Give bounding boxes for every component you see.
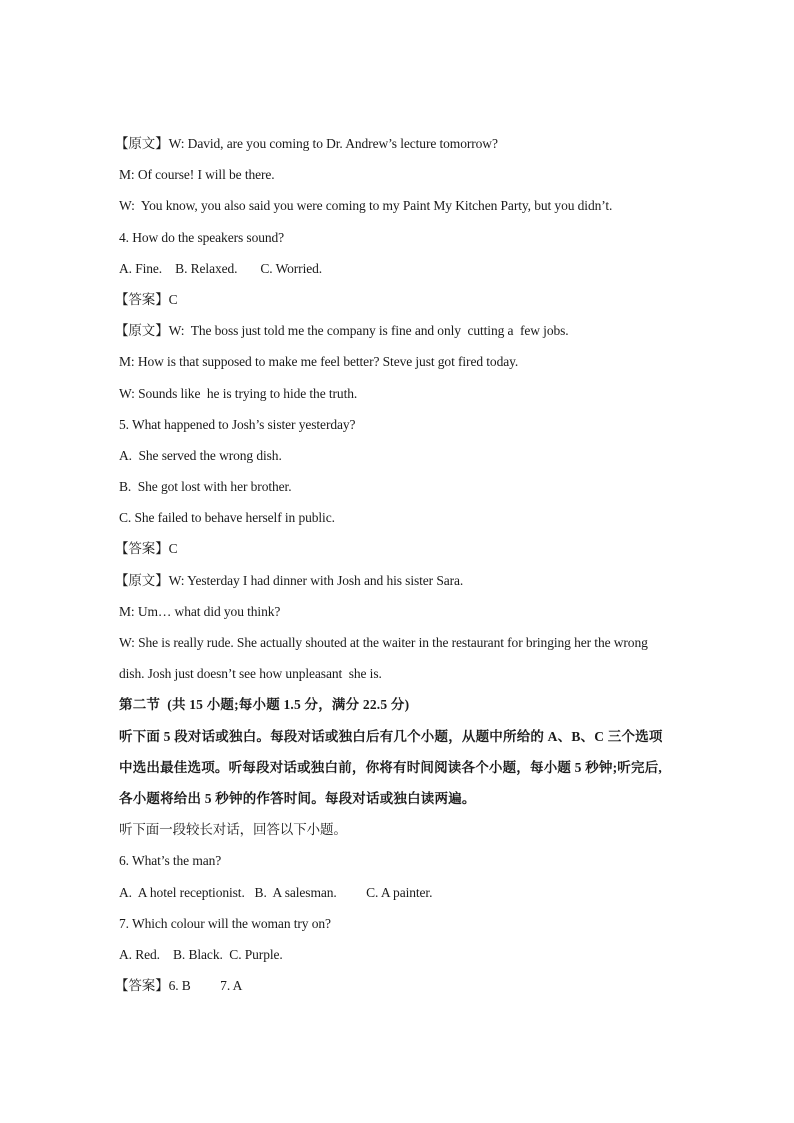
answer-key: 【答案】C bbox=[115, 541, 178, 557]
answer-option: C. She failed to behave herself in public. bbox=[119, 510, 335, 526]
answer-key: 【答案】C bbox=[115, 291, 178, 307]
section-instructions: 中选出最佳选项。听每段对话或独白前，你将有时间阅读各个小题，每小题 5 秒钟;听完后, bbox=[119, 759, 662, 775]
answer-options: A. Red. B. Black. C. Purple. bbox=[119, 946, 283, 962]
transcript-line: 【原文】W: The boss just told me the company is fine and only cutting a few jobs. bbox=[115, 323, 569, 339]
transcript-line: W: Sounds like he is trying to hide the truth. bbox=[119, 385, 358, 401]
question-stem: 6. What’s the man? bbox=[119, 853, 222, 869]
question-stem: 5. What happened to Josh’s sister yesterday? bbox=[119, 416, 356, 432]
answer-options: A. A hotel receptionist. B. A salesman. C. A painter. bbox=[119, 884, 433, 900]
transcript-line: 【原文】W: Yesterday I had dinner with Josh and his sister Sara. bbox=[115, 572, 464, 588]
section-instructions: 听下面 5 段对话或独白。每段对话或独白后有几个小题，从题中所给的 A、B、C 三个选项 bbox=[119, 728, 663, 744]
transcript-line: dish. Josh just doesn’t see how unpleasant she is. bbox=[119, 666, 382, 682]
question-stem: 7. Which colour will the woman try on? bbox=[119, 915, 331, 931]
transcript-line: W: She is really rude. She actually shouted at the waiter in the restaurant for bringing her the wrong bbox=[119, 635, 648, 650]
question-stem: 4. How do the speakers sound? bbox=[119, 229, 285, 245]
transcript-line: M: Of course! I will be there. bbox=[119, 167, 275, 183]
section-heading: 第二节 (共 15 小题;每小题 1.5 分，满分 22.5 分) bbox=[119, 697, 410, 713]
answer-options: A. Fine. B. Relaxed. C. Worried. bbox=[119, 260, 323, 276]
answer-key: 【答案】6. B 7. A bbox=[115, 978, 243, 994]
answer-option: A. She served the wrong dish. bbox=[119, 447, 282, 463]
document-body bbox=[115, 128, 689, 1001]
transcript-line: M: Um… what did you think? bbox=[119, 603, 281, 619]
section-instructions: 各小题将给出 5 秒钟的作答时间。每段对话或独白读两遍。 bbox=[119, 790, 476, 806]
answer-option: B. She got lost with her brother. bbox=[119, 479, 292, 495]
subsection-instruction: 听下面一段较长对话，回答以下小题。 bbox=[119, 822, 347, 838]
transcript-line: M: How is that supposed to make me feel better? Steve just got fired today. bbox=[119, 354, 519, 370]
transcript-line: 【原文】W: David, are you coming to Dr. Andrew’s lecture tomorrow? bbox=[115, 136, 498, 151]
transcript-line: W: You know, you also said you were coming to my Paint My Kitchen Party, but you didn’t. bbox=[119, 198, 613, 214]
